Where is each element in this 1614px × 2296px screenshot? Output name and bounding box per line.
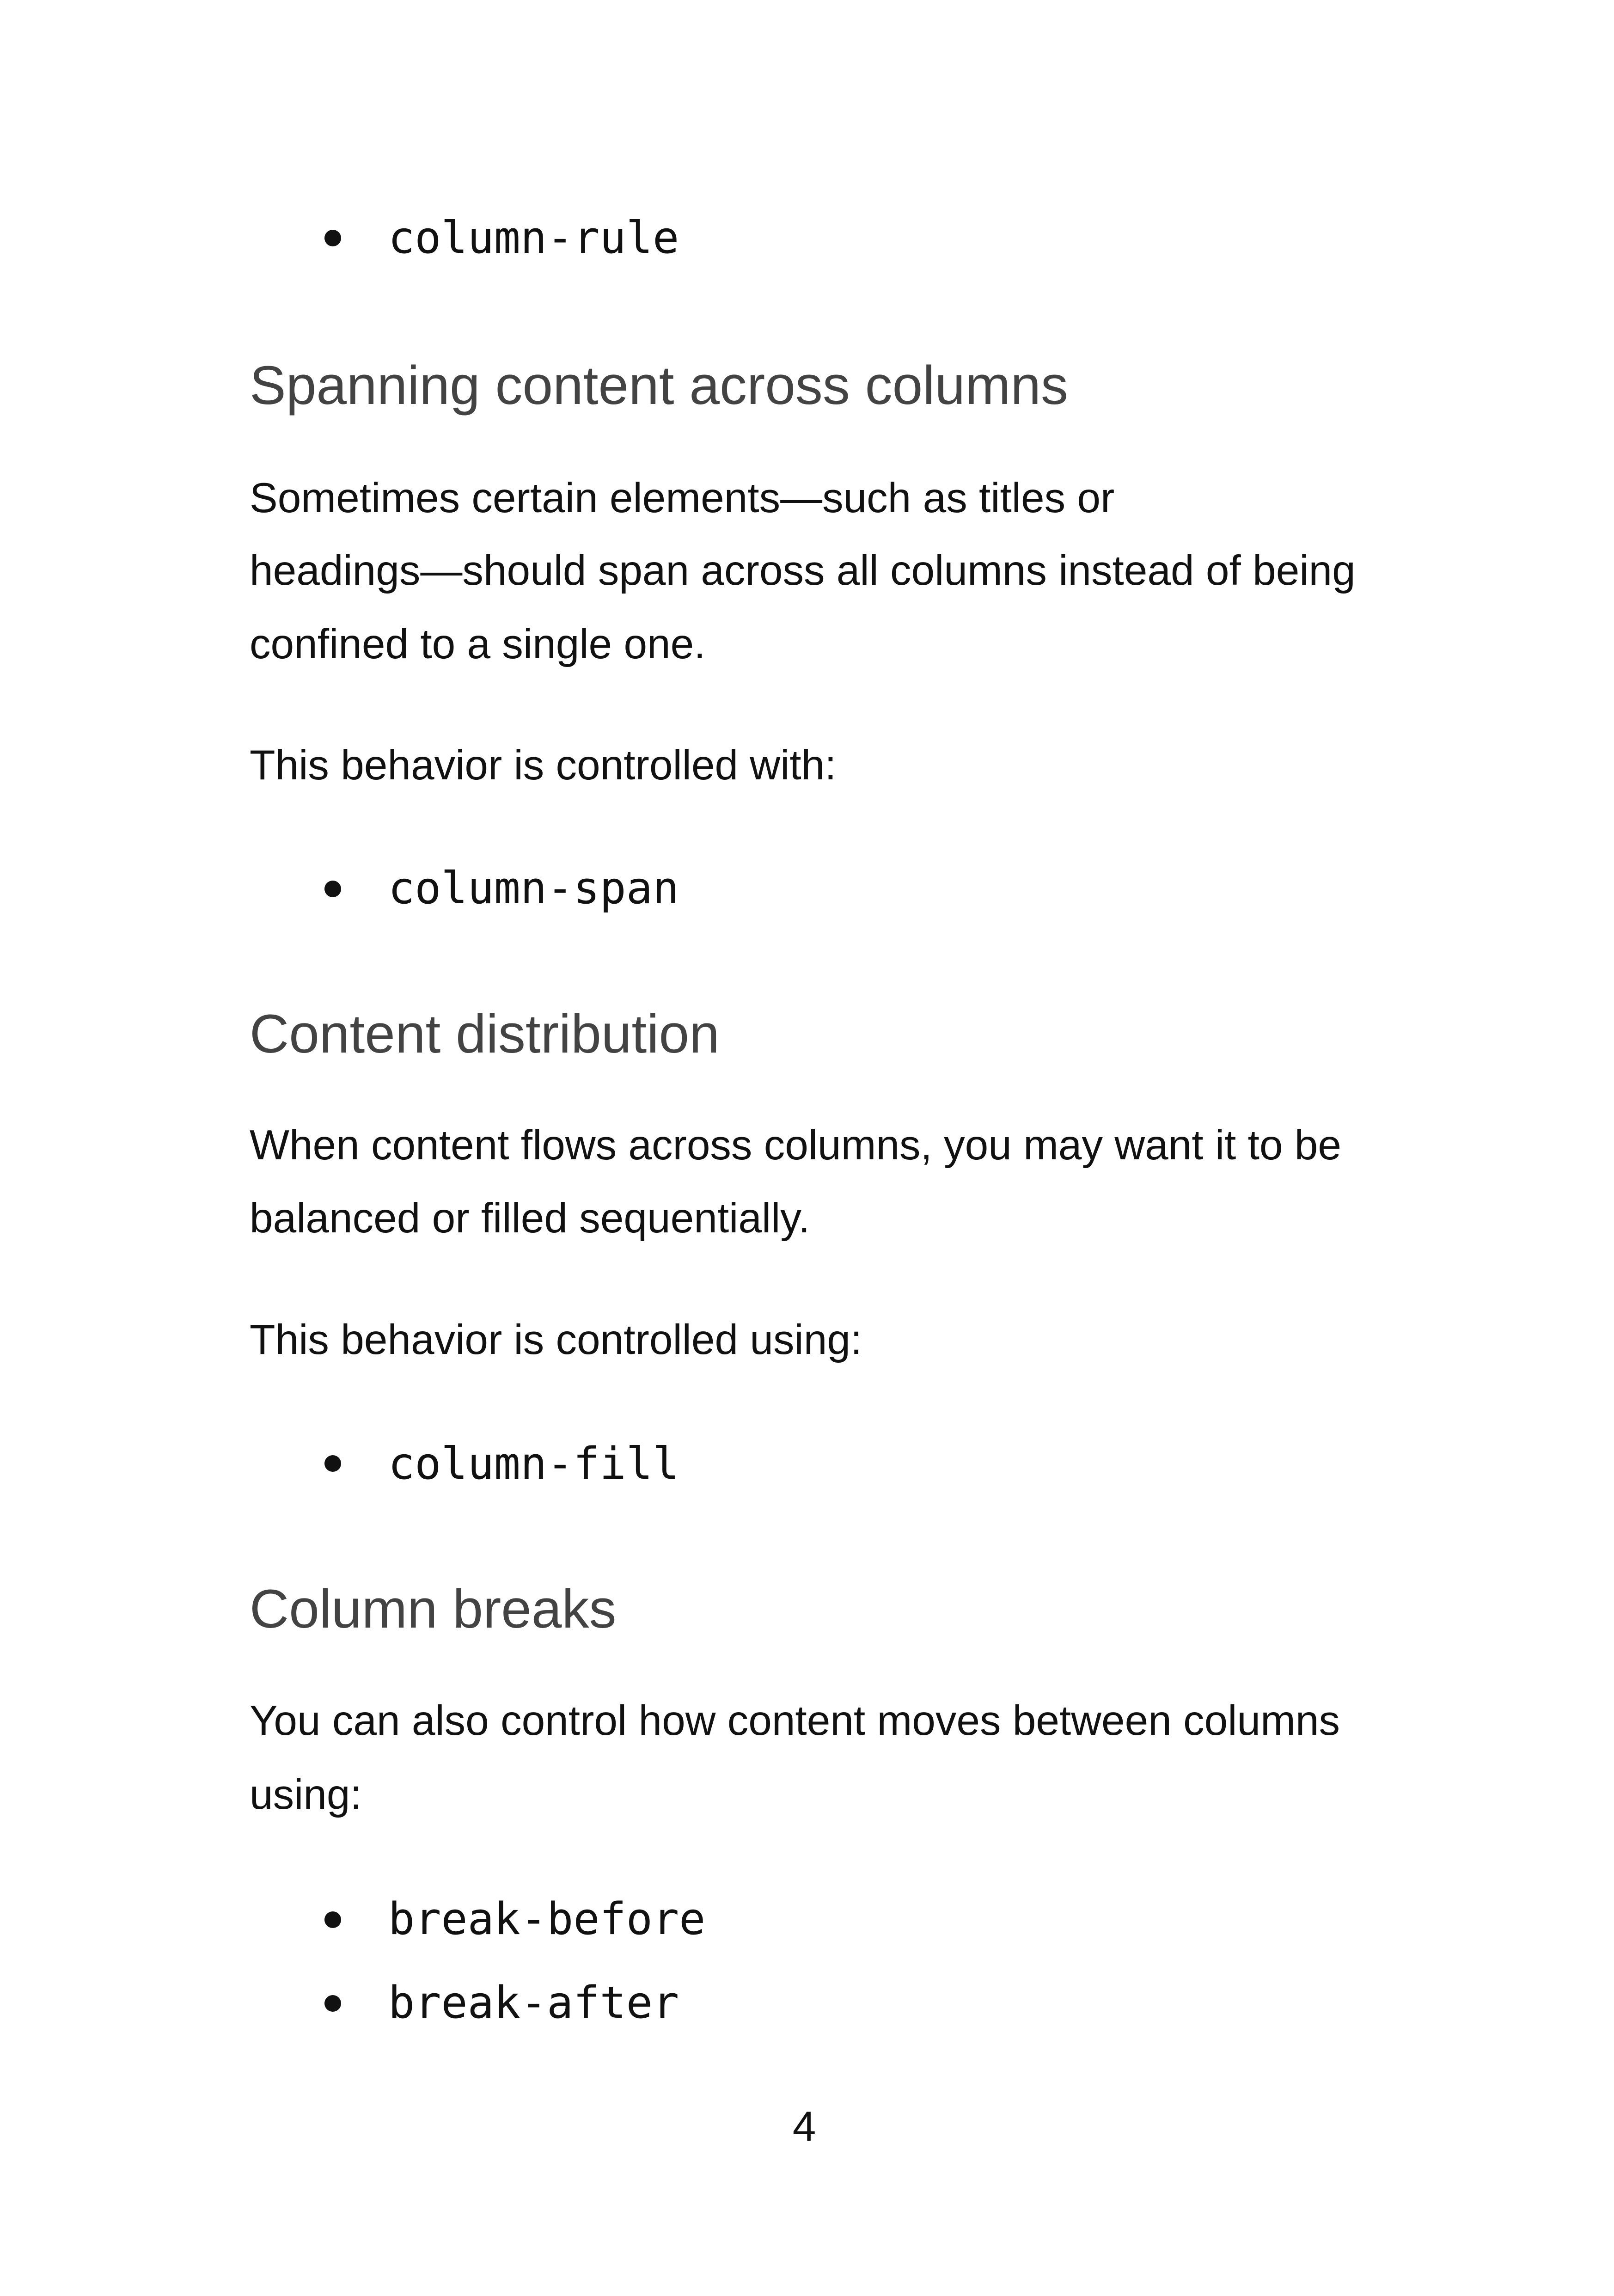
paragraph-line: balanced or filled sequentially. — [250, 1195, 810, 1242]
bullet-dot — [324, 881, 341, 897]
code-item-column-fill: column-fill — [388, 1439, 679, 1489]
paragraph-text: This behavior is controlled using: — [250, 1316, 862, 1363]
bullet-dot — [324, 1455, 341, 1472]
code-item-break-after: break-after — [388, 1978, 679, 2028]
paragraph-line: confined to a single one. — [250, 621, 706, 667]
bullet-dot — [324, 230, 341, 246]
paragraph-text: This behavior is controlled with: — [250, 742, 837, 789]
paragraph-line: You can also control how content moves between columns — [250, 1697, 1340, 1744]
bullet-dot — [324, 1911, 341, 1928]
bullet-dot — [324, 1995, 341, 2012]
paragraph-line: using: — [250, 1771, 362, 1818]
code-item-break-before: break-before — [388, 1894, 706, 1945]
code-item-column-rule: column-rule — [388, 213, 679, 263]
paragraph-line: Sometimes certain elements—such as titles or — [250, 475, 1115, 521]
code-item-column-span: column-span — [388, 863, 679, 914]
paragraph-line: headings—should span across all columns instead of being — [250, 547, 1356, 594]
section-heading-spanning: Spanning content across columns — [250, 355, 1069, 416]
paragraph-line: When content flows across columns, you may want it to be — [250, 1122, 1342, 1169]
section-heading-column-breaks: Column breaks — [250, 1579, 617, 1640]
section-heading-content-distribution: Content distribution — [250, 1004, 720, 1065]
page-number: 4 — [792, 2103, 816, 2150]
